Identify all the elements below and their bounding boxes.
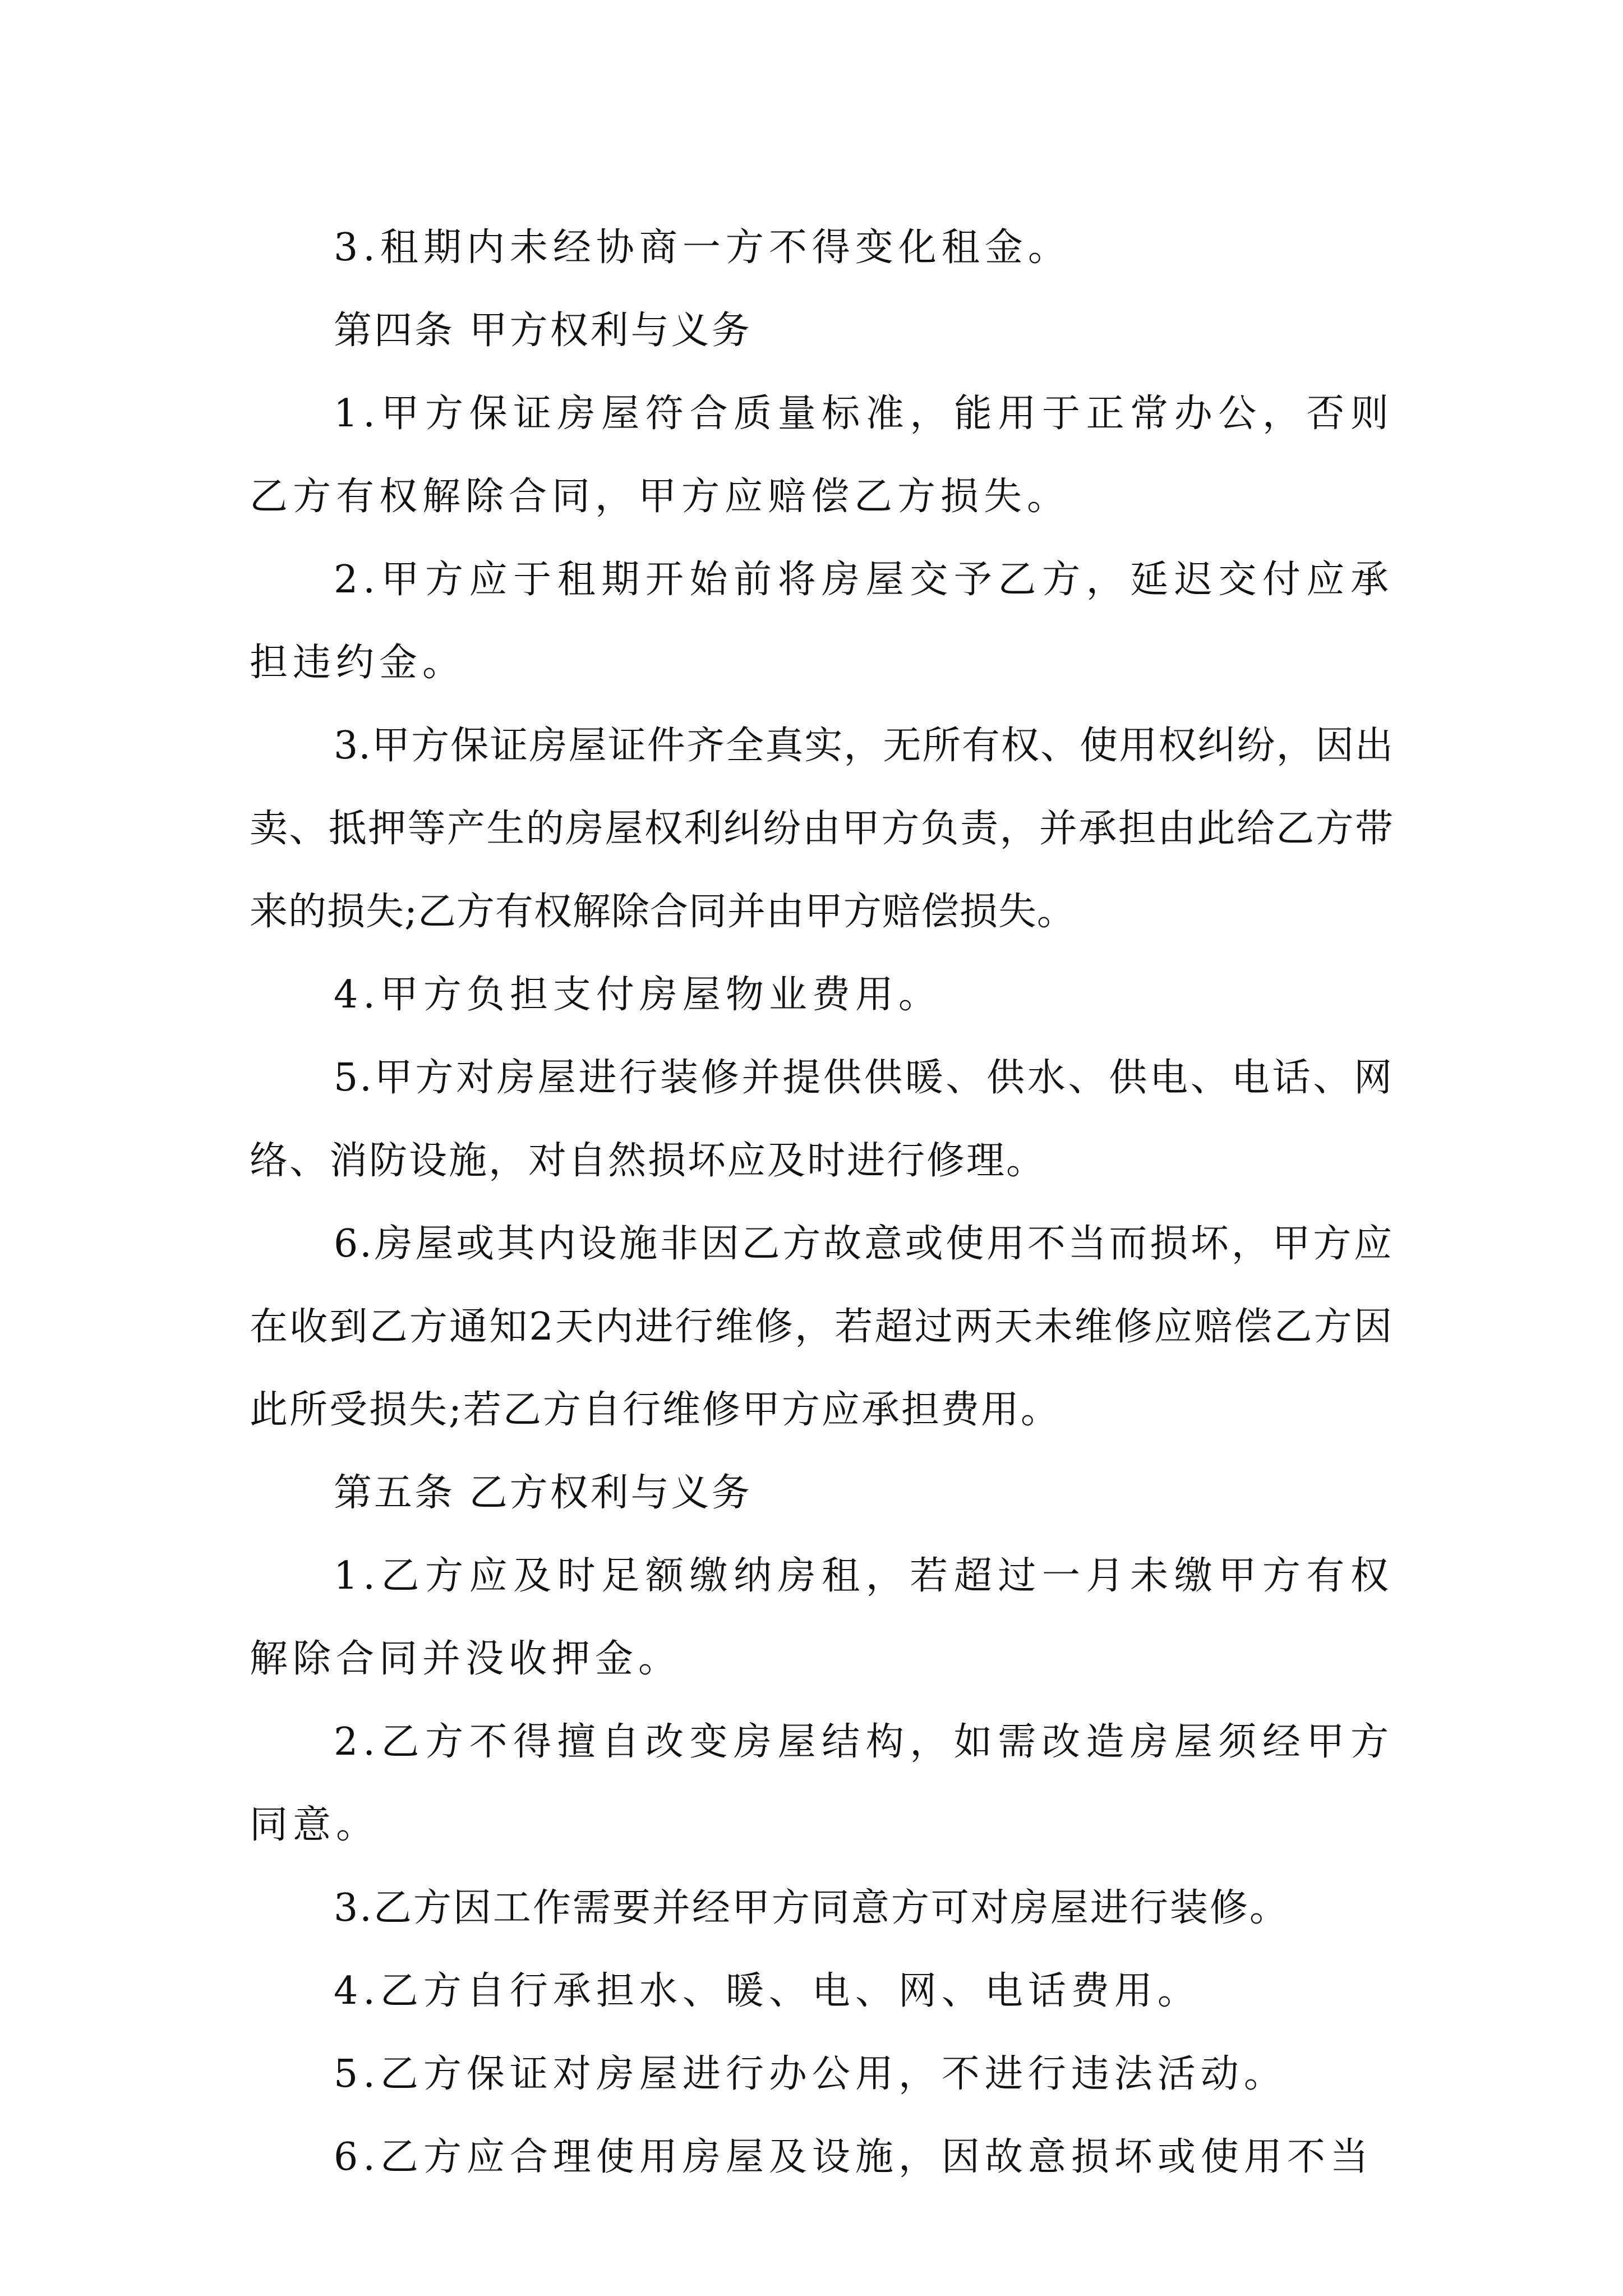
article-4-heading: 第四条 甲方权利与义务 <box>334 309 752 353</box>
paragraph-5-4: 4.乙方自行承担水、暖、电、网、电话费用。 <box>334 1969 1201 2013</box>
paragraph-5-2: 2.乙方不得擅自改变房屋结构，如需改造房屋须经甲方同意。 <box>250 1720 1394 1847</box>
paragraph-5-6: 6.乙方应合理使用房屋及设施，因故意损坏或使用不当 <box>334 2135 1373 2179</box>
paragraph-5-1: 1.乙方应及时足额缴纳房租，若超过一月未缴甲方有权解除合同并没收押金。 <box>250 1554 1394 1681</box>
paragraph-4-1: 1.甲方保证房屋符合质量标准，能用于正常办公，否则乙方有权解除合同，甲方应赔偿乙方损失。 <box>250 392 1394 519</box>
paragraph-5-5: 5.乙方保证对房屋进行办公用，不进行违法活动。 <box>334 2052 1287 2096</box>
paragraph-4-2: 2.甲方应于租期开始前将房屋交予乙方，延迟交付应承担违约金。 <box>250 558 1394 685</box>
paragraph-4-3: 3.甲方保证房屋证件齐全真实，无所有权、使用权纠纷，因出卖、抵押等产生的房屋权利纠纷由甲方负责，并承担由此给乙方带来的损失;乙方有权解除合同并由甲方赔偿损失。 <box>250 724 1394 934</box>
paragraph-4-6: 6.房屋或其内设施非因乙方故意或使用不当而损坏，甲方应在收到乙方通知2天内进行维修，若超过两天未维修应赔偿乙方因此所受损失;若乙方自行维修甲方应承担费用。 <box>250 1222 1394 1432</box>
paragraph-4-5: 5.甲方对房屋进行装修并提供供暖、供水、供电、电话、网络、消防设施，对自然损坏应及时进行修理。 <box>250 1056 1394 1183</box>
paragraph-5-3: 3.乙方因工作需要并经甲方同意方可对房屋进行装修。 <box>334 1886 1289 1930</box>
document-body <box>250 206 1394 2199</box>
article-5-heading: 第五条 乙方权利与义务 <box>334 1471 752 1515</box>
paragraph-4-4: 4.甲方负担支付房屋物业费用。 <box>334 973 942 1017</box>
paragraph-3-3: 3.租期内未经协商一方不得变化租金。 <box>334 226 1071 270</box>
